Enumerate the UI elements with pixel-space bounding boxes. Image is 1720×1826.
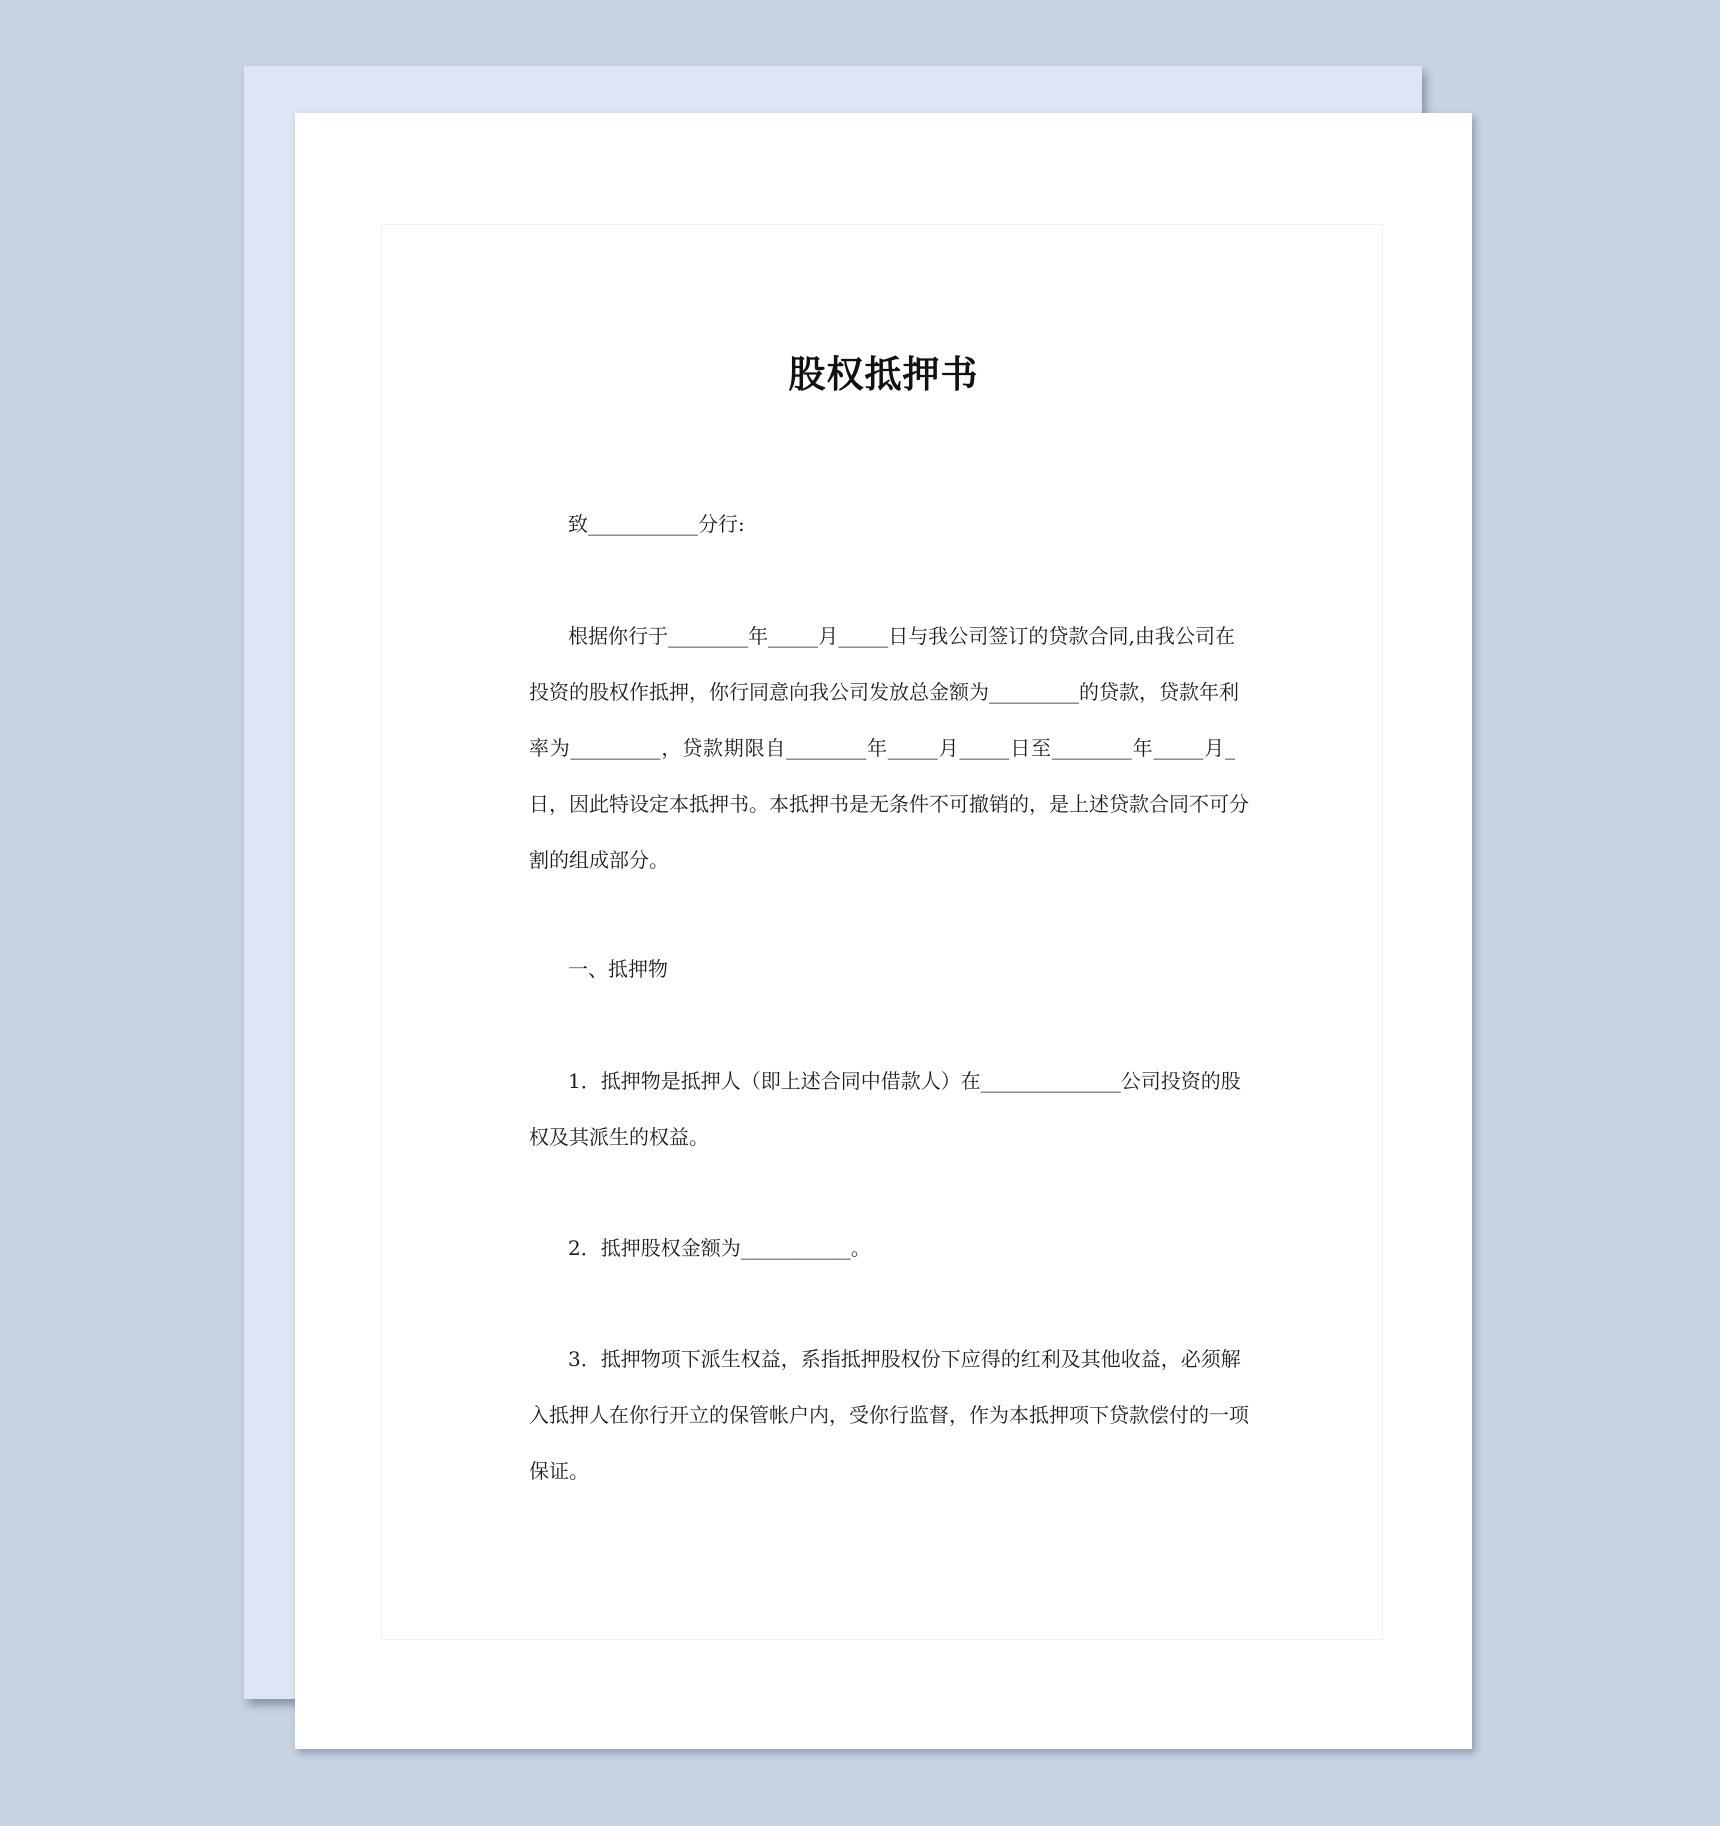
intro-line-4: 日，因此特设定本抵押书。本抵押书是无条件不可撤销的，是上述贷款合同不可分 — [529, 792, 1249, 816]
intro-line-5: 割的组成部分。 — [529, 848, 669, 872]
item-2-paragraph — [529, 1220, 1235, 1276]
document-page — [295, 113, 1472, 1749]
salutation-paragraph — [529, 496, 1235, 552]
item-1-paragraph — [529, 1053, 1241, 1165]
item-3-line-1: 3．抵押物项下派生权益，系指抵押股权份下应得的红利及其他收益，必须解 — [568, 1347, 1241, 1371]
intro-line-2: 投资的股权作抵押，你行同意向我公司发放总金额为_________的贷款，贷款年利 — [529, 680, 1239, 704]
document-title: 股权抵押书 — [788, 353, 979, 396]
intro-line-3: 率为_________，贷款期限自________年_____月_____日至________年_____月_ — [529, 736, 1235, 760]
salutation-line: 致___________分行: — [568, 512, 745, 536]
item-1-line-2: 权及其派生的权益。 — [529, 1125, 709, 1149]
item-3-line-2: 入抵押人在你行开立的保管帐户内，受你行监督，作为本抵押项下贷款偿付的一项 — [529, 1403, 1249, 1427]
section-heading: 一、抵押物 — [568, 957, 668, 981]
section-heading-paragraph — [529, 941, 1235, 997]
item-3-line-3: 保证。 — [529, 1459, 589, 1483]
intro-paragraph — [529, 608, 1249, 888]
intro-line-1: 根据你行于________年_____月_____日与我公司签订的贷款合同,由我公司在 — [568, 624, 1235, 648]
item-1-line-1: 1．抵押物是抵押人（即上述合同中借款人）在______________公司投资的股 — [568, 1069, 1241, 1093]
item-3-paragraph — [529, 1331, 1249, 1499]
item-2-line: 2．抵押股权金额为___________。 — [568, 1236, 871, 1260]
